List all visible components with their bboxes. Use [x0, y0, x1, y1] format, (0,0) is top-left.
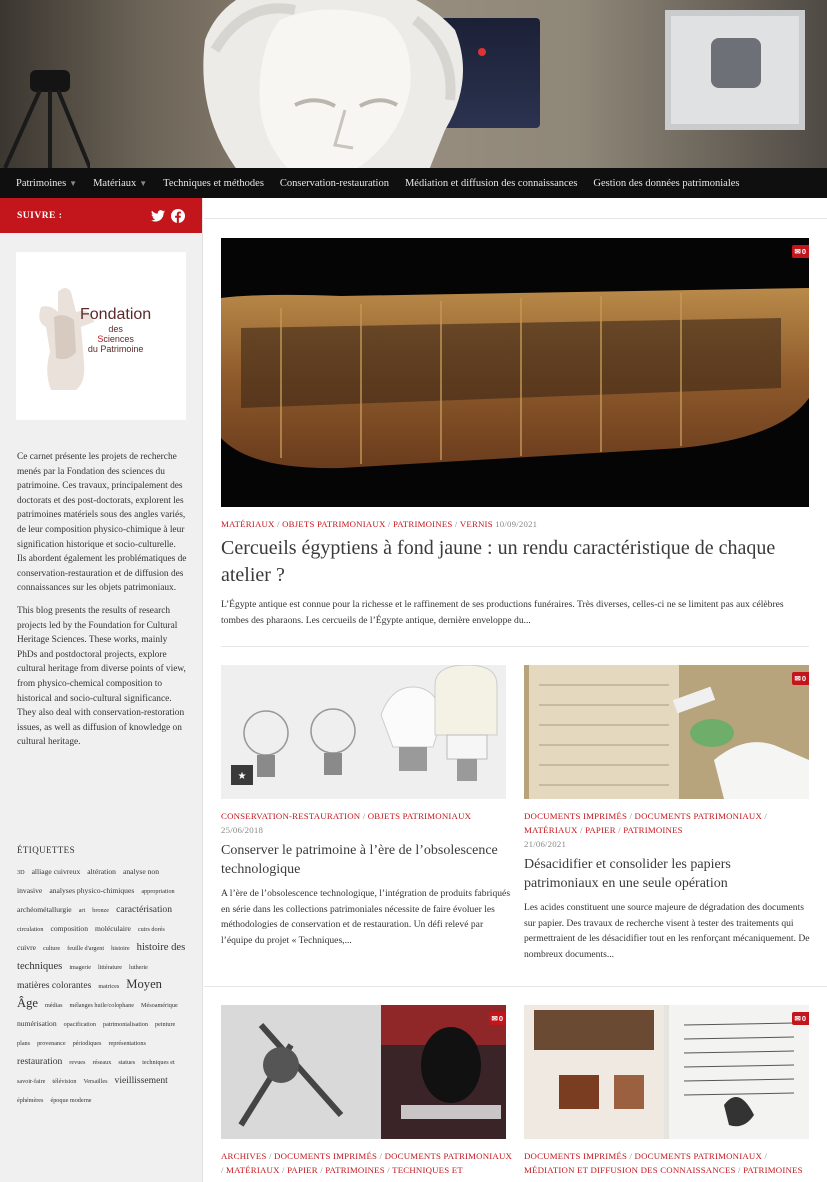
nav-item-materiaux[interactable]	[93, 178, 147, 189]
post-thumbnail[interactable]	[221, 1005, 506, 1139]
about-text	[17, 450, 187, 758]
tag-link[interactable]: périodiques	[72, 1040, 102, 1047]
category-link[interactable]: PATRIMOINES	[325, 1165, 385, 1175]
category-link[interactable]: DOCUMENTS PATRIMONIAUX	[384, 1151, 513, 1161]
tag-link[interactable]: représentations	[108, 1040, 146, 1047]
tag-link[interactable]: techniques et savoir-faire	[17, 1059, 175, 1085]
category-link[interactable]: DOCUMENTS PATRIMONIAUX	[634, 811, 763, 821]
about-en: This blog presents the results of research projects led by the Foundation for Cultural Heritage Sciences. These works, mainly PhDs and postdoctoral projects, explore cultural heritage from diverse points of view, from physico-chemical composition to historical and socio-cultural significance. They also deal with conservation-restoration issues, as well as diffusion of knowledge on cultural heritage.	[17, 605, 186, 748]
category-link[interactable]: DOCUMENTS IMPRIMÉS	[524, 1151, 628, 1161]
tag-link[interactable]: réseaux	[92, 1059, 112, 1066]
tag-link[interactable]: lutherie	[129, 964, 148, 971]
logo-line-3: Sciences	[97, 334, 134, 344]
comment-count-badge[interactable]	[792, 1012, 809, 1025]
comment-count-badge[interactable]	[792, 672, 809, 685]
category-link[interactable]: PATRIMOINES	[392, 519, 453, 529]
category-link[interactable]: VERNIS	[459, 519, 493, 529]
tag-link[interactable]: éphémères	[17, 1097, 44, 1104]
category-link[interactable]: PAPIER	[287, 1165, 318, 1175]
logo-line-1: Fondation	[80, 306, 152, 323]
nav-label: Matériaux	[93, 177, 137, 189]
post-thumbnail[interactable]	[221, 665, 506, 799]
tag-link[interactable]: opacification	[63, 1021, 96, 1028]
tag-link[interactable]: époque moderne	[50, 1097, 92, 1104]
divider	[204, 218, 827, 219]
post-excerpt: L’Égypte antique est connue pour la richesse et le raffinement de ses productions funéraires. Très diverses, celles-ci ne se limitent pas aux célèbres tombes des pharaons. Les cercueils de l’Égypte antique, dernière enveloppe du...	[221, 599, 784, 626]
post-title[interactable]: Désacidifier et consolider les papiers patrimoniaux en une seule opération	[524, 857, 731, 891]
tag-link[interactable]: numérisation	[17, 1019, 57, 1028]
tag-link[interactable]: cuirs dorés	[137, 926, 165, 933]
tag-link[interactable]: analyses physico-chimiques	[49, 886, 135, 895]
category-link[interactable]: MATÉRIAUX	[221, 519, 275, 529]
tag-link[interactable]: cuivre	[17, 943, 36, 952]
post-thumbnail[interactable]	[221, 238, 809, 507]
category-link[interactable]: TECHNIQUES ET	[392, 1165, 463, 1175]
post-categories: CONSERVATION-RESTAURATION / OBJETS PATRIMONIAUX 25/06/2018	[221, 811, 472, 835]
tag-link[interactable]: statues	[118, 1059, 136, 1066]
nav-item-mediation[interactable]: Médiation et diffusion des connaissances	[404, 177, 578, 189]
comment-count-badge[interactable]	[489, 1012, 506, 1025]
svg-text:★: ★	[237, 771, 247, 782]
about-fr: Ce carnet présente les projets de recherche menés par la Fondation des sciences du patrimoine. Ces travaux, principalement des doctorats et des post-doctorats, explorent les patrimoines matériels sous des angles variés, de leur composition physico-chimique à leur signification historique et socio-culturelle. Ils abordent également les problématiques de conservation-restauration et de diffusion des connaissances sur les objets patrimoniaux.	[17, 452, 187, 594]
category-link[interactable]: MATÉRIAUX	[524, 825, 578, 835]
tag-link[interactable]: télévision	[52, 1078, 77, 1085]
comment-icon: ✉	[491, 1014, 498, 1023]
tag-link[interactable]: provenance	[37, 1040, 66, 1047]
category-link[interactable]: DOCUMENTS IMPRIMÉS	[524, 811, 628, 821]
tag-link[interactable]: Moyen Âge	[17, 977, 162, 1010]
post-categories: MATÉRIAUX / OBJETS PATRIMONIAUX / PATRIMOINES / VERNIS 10/09/2021	[221, 519, 538, 529]
tag-link[interactable]: feuille d'argent	[67, 945, 105, 952]
tag-link[interactable]: archéométallurgie	[17, 905, 72, 914]
monitor-graphic	[665, 10, 805, 130]
tags-title: ÉTIQUETTES	[17, 845, 75, 855]
tag-link[interactable]: moléculaire	[95, 924, 131, 933]
tag-cloud	[17, 862, 187, 1109]
twitter-icon[interactable]	[151, 210, 165, 222]
nav-item-patrimoines[interactable]	[16, 178, 77, 189]
nav-item-techniques[interactable]: Techniques et méthodes	[163, 177, 264, 189]
logo-line-4: du Patrimoine	[87, 344, 144, 354]
tag-link[interactable]: histoire	[111, 945, 130, 952]
tag-link[interactable]: Mésoamérique	[140, 1002, 178, 1009]
category-link[interactable]: MATÉRIAUX	[226, 1165, 280, 1175]
sidebar	[0, 198, 203, 1182]
tag-link[interactable]: restauration	[17, 1056, 63, 1067]
post-date: 21/06/2021	[524, 839, 567, 849]
tag-link[interactable]: plans	[17, 1040, 31, 1047]
tag-link[interactable]: histoire des techniques	[17, 942, 186, 972]
tag-link[interactable]: culture	[42, 945, 61, 952]
follow-label: SUIVRE :	[17, 210, 63, 221]
tag-link[interactable]: vieillissement	[114, 1075, 168, 1086]
category-link[interactable]: PATRIMOINES	[743, 1165, 803, 1175]
category-link[interactable]: PATRIMOINES	[623, 825, 683, 835]
tag-link[interactable]: imagerie	[69, 964, 91, 971]
tag-link[interactable]: appropriation	[141, 888, 175, 895]
nav-item-gestion[interactable]: Gestion des données patrimoniales	[593, 177, 740, 189]
tag-link[interactable]: analyse non invasive	[17, 867, 160, 895]
scanning-equipment-image	[221, 1005, 506, 1139]
tag-link[interactable]: caractérisation	[116, 904, 172, 915]
tag-link[interactable]: peinture	[155, 1021, 176, 1028]
tag-link[interactable]: médias	[44, 1002, 63, 1009]
lightbulbs-image	[221, 665, 506, 799]
paper-treatment-image	[524, 665, 809, 799]
comment-count: 0	[498, 1014, 503, 1023]
category-link[interactable]: OBJETS PATRIMONIAUX	[282, 519, 386, 529]
tag-link[interactable]: mélanges huile/colophane	[69, 1002, 134, 1009]
comment-icon: ✉	[794, 674, 801, 683]
tag-link[interactable]: patrimonialisation	[102, 1021, 148, 1028]
post-date: 10/09/2021	[495, 519, 538, 529]
logo-line-2: des	[108, 324, 123, 334]
category-link[interactable]: DOCUMENTS IMPRIMÉS	[274, 1151, 378, 1161]
foundation-logo[interactable]	[16, 252, 186, 420]
tag-link[interactable]: composition	[50, 924, 89, 933]
comment-icon: ✉	[794, 247, 801, 256]
divider	[204, 986, 827, 987]
post-thumbnail[interactable]	[524, 665, 809, 799]
category-link[interactable]: CONSERVATION-RESTAURATION	[221, 811, 361, 821]
category-link[interactable]: MÉDIATION ET DIFFUSION DES CONNAISSANCES	[524, 1165, 736, 1175]
post-excerpt: Les acides constituent une source majeure de dégradation des documents sur papier. Des travaux de recherche visent à tester des traitements qui permettraient de les désacidifier tout en les renforçant mécaniquement. De nombreux documents...	[524, 902, 810, 960]
chevron-down-icon: ▼	[139, 178, 148, 188]
tag-link[interactable]: littérature	[97, 964, 123, 971]
category-link[interactable]: DOCUMENTS PATRIMONIAUX	[634, 1151, 763, 1161]
coffin-image	[221, 238, 809, 507]
comment-icon: ✉	[794, 1014, 801, 1023]
tag-link[interactable]: revues	[69, 1059, 86, 1066]
facebook-icon[interactable]	[171, 209, 185, 223]
follow-bar	[0, 198, 202, 233]
post-excerpt: A l’ère de l’obsolescence technologique, l’intégration de produits fabriqués en série dans les collections patrimoniales nécessite de faire évoluer les méthodologies de conservation et de restauration. Un défi relevé par l’équipe du projet « Techniques,...	[221, 888, 511, 946]
post-categories: DOCUMENTS IMPRIMÉS / DOCUMENTS PATRIMONIAUX / MÉDIATION ET DIFFUSION DES CONNAISSANCES / PATRIMOINES	[524, 1151, 803, 1175]
statue-head-graphic	[185, 0, 475, 168]
tag-link[interactable]: alliage cuivreux	[31, 867, 81, 876]
printed-documents-image	[524, 1005, 809, 1139]
tag-link[interactable]: circulation	[17, 926, 44, 933]
comment-count: 0	[801, 1014, 806, 1023]
tag-link[interactable]: 3D	[17, 869, 25, 876]
category-link[interactable]: PAPIER	[585, 825, 616, 835]
chevron-down-icon: ▼	[69, 178, 78, 188]
post-date: 25/06/2018	[221, 825, 264, 835]
tag-link[interactable]: matrices	[98, 983, 120, 990]
comment-count: 0	[801, 674, 806, 683]
tag-link[interactable]: Versailles	[83, 1078, 108, 1085]
category-link[interactable]: OBJETS PATRIMONIAUX	[367, 811, 472, 821]
category-link[interactable]: ARCHIVES	[221, 1151, 267, 1161]
comment-count-badge[interactable]	[792, 245, 809, 258]
post-thumbnail[interactable]	[524, 1005, 809, 1139]
tag-link[interactable]: bronze	[92, 907, 110, 914]
main-content	[204, 198, 827, 1182]
header-banner-image	[0, 0, 827, 168]
main-nav	[0, 168, 827, 198]
post-title[interactable]: Cercueils égyptiens à fond jaune : un rendu caractéristique de chaque atelier ?	[221, 537, 776, 586]
camera-tripod-graphic	[0, 60, 90, 168]
divider	[221, 646, 809, 647]
logo-text	[80, 306, 151, 354]
nav-label: Patrimoines	[16, 177, 67, 189]
post-title[interactable]: Conserver le patrimoine à l’ère de l’obsolescence technologique	[221, 843, 498, 877]
tag-link[interactable]: altération	[87, 867, 116, 876]
tag-link[interactable]: matières colorantes	[17, 980, 92, 991]
comment-count: 0	[801, 247, 806, 256]
post-categories: DOCUMENTS IMPRIMÉS / DOCUMENTS PATRIMONIAUX / MATÉRIAUX / PAPIER / PATRIMOINES 21/06/2021	[524, 811, 768, 849]
post-categories: ARCHIVES / DOCUMENTS IMPRIMÉS / DOCUMENTS PATRIMONIAUX / MATÉRIAUX / PAPIER / PATRIMOINES / TECHNIQUES ET	[221, 1151, 513, 1175]
nav-item-conservation[interactable]: Conservation-restauration	[279, 177, 389, 189]
tag-link[interactable]: art	[78, 907, 86, 914]
